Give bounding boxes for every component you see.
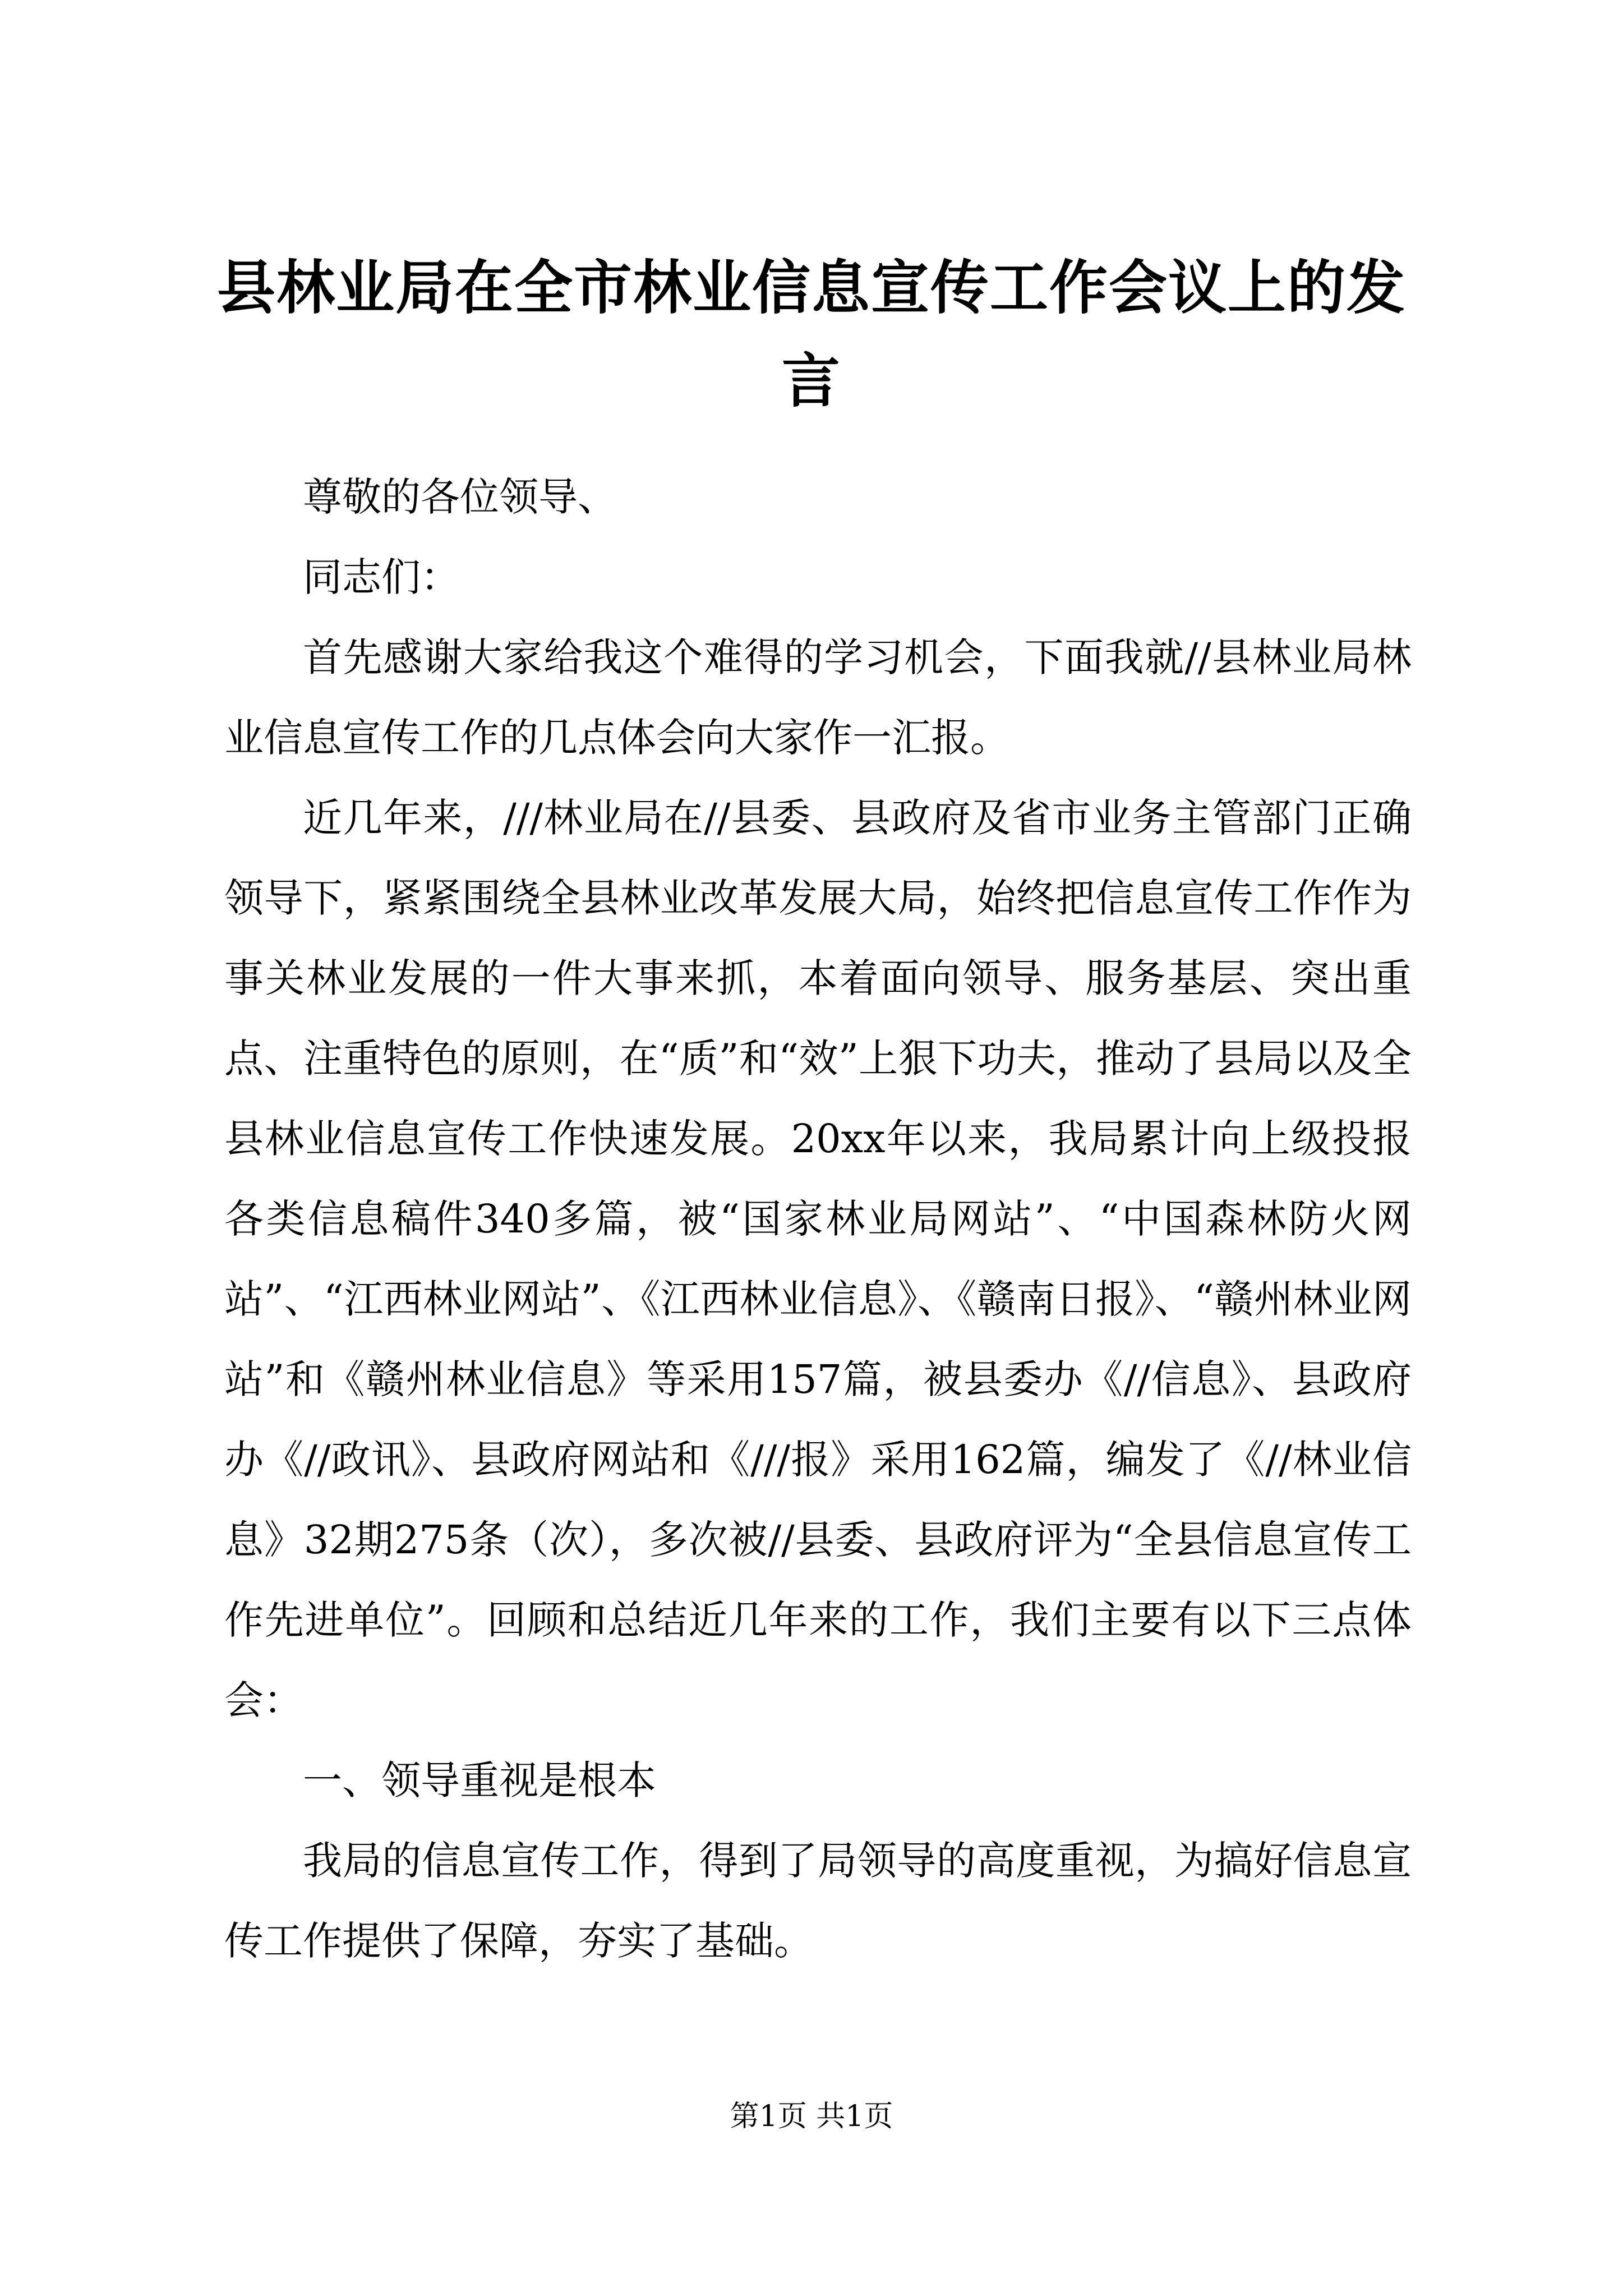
paragraph-section-1: 我局的信息宣传工作，得到了局领导的高度重视，为搞好信息宣传工作提供了保障，夯实了基础。 — [224, 1838, 1412, 1964]
section-heading-1: 一、领导重视是根本 — [303, 1757, 656, 1803]
paragraph-achievements: 近几年来，///林业局在//县委、县政府及省市业务主管部门正确领导下，紧紧围绕全县林业改革发展大局，始终把信息宣传工作作为事关林业发展的一件大事来抓，本着面向领导、服务基层、突出重点、注重特色的原则，在“质”和“效”上狠下功夫，推动了县局以及全县林业信息宣传工作快速发展。20xx年以来，我局累计向上级投报各类信息稿件340多篇，被“国家林业局网站”、“中国森林防火网站”、“江西林业网站”、《江西林业信息》、《赣南日报》、“赣州林业网站”和《赣州林业信息》等采用157篇，被县委办《//信息》、县政府办《//政讯》、县政府网站和《///报》采用162篇，编发了《//林业信息》32期275条（次），多次被//县委、县政府评为“全县信息宣传工作先进单位”。回顾和总结近几年来的工作，我们主要有以下三点体会： — [224, 795, 1412, 1723]
page-footer: 第1页 共1页 — [730, 2100, 893, 2133]
document-body — [224, 457, 1412, 1981]
document-title: 县林业局在全市林业信息宣传工作会议上的发言 — [216, 253, 1406, 415]
salutation-line-2: 同志们： — [303, 554, 460, 600]
salutation-line-1: 尊敬的各位领导、 — [303, 474, 617, 520]
paragraph-intro: 首先感谢大家给我这个难得的学习机会，下面我就//县林业局林业信息宣传工作的几点体会向大家作一汇报。 — [224, 634, 1412, 761]
